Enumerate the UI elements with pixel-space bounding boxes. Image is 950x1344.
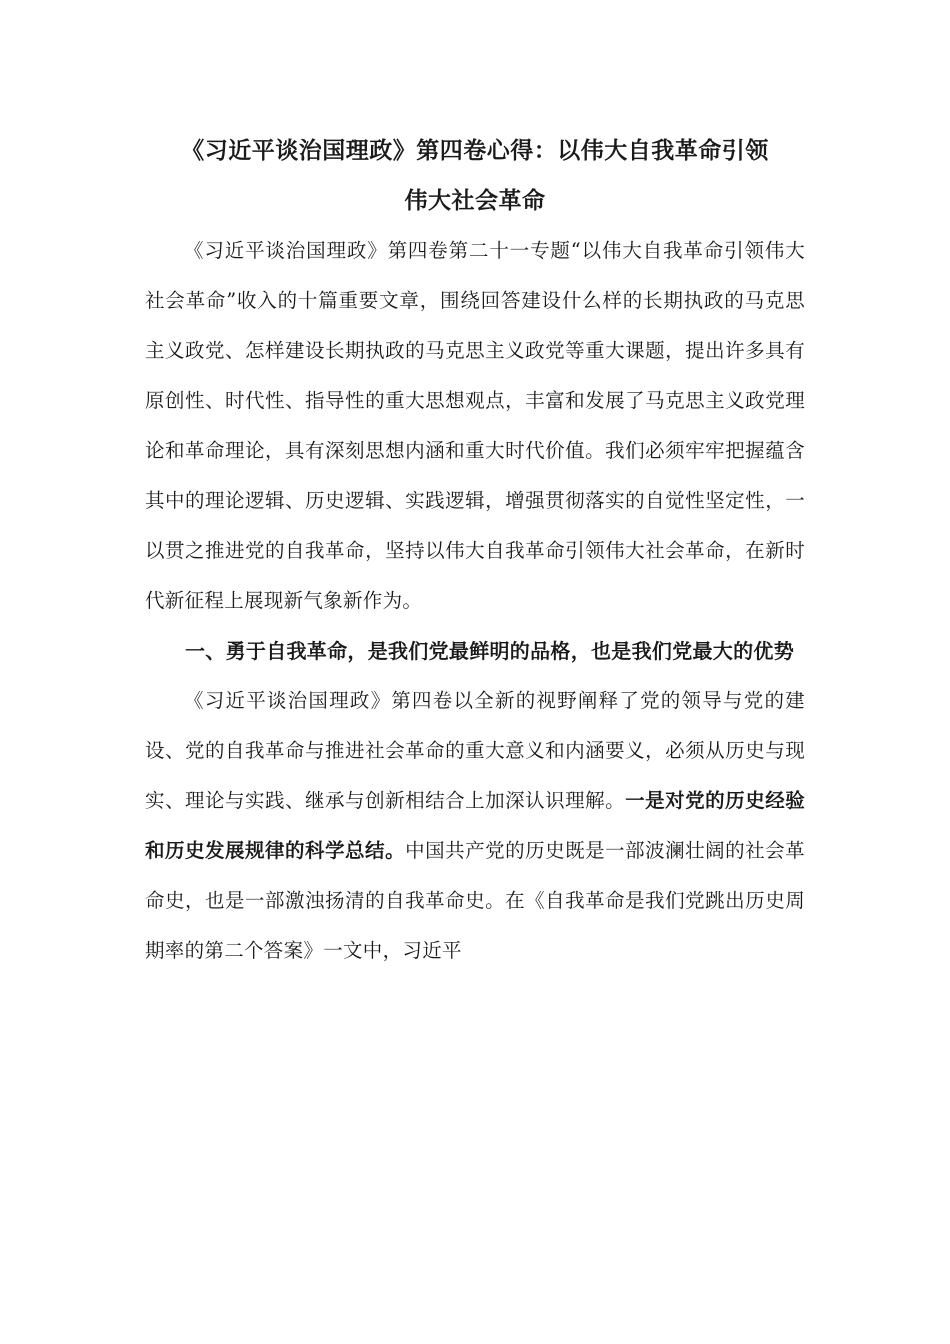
document-title bbox=[145, 126, 805, 226]
intro-paragraph: 《习近平谈治国理政》第四卷第二十一专题“以伟大自我革命引领伟大社会革命”收入的十篇重要文章，围绕回答建设什么样的长期执政的马克思主义政党、怎样建设长期执政的马克思主义政党等重大课题，提出许多具有原创性、时代性、指导性的重大思想观点，丰富和发展了马克思主义政党理论和革命理论，具有深刻思想内涵和重大时代价值。我们必须牢牢把握蕴含其中的理论逻辑、历史逻辑、实践逻辑，增强贯彻落实的自觉性坚定性，一以贯之推进党的自我革命，坚持以伟大自我革命引领伟大社会革命，在新时代新征程上展现新气象新作为。 bbox=[145, 239, 805, 612]
document-body bbox=[145, 126, 805, 976]
section-1-bold-point: 一是对党的历史经验和历史发展规律的科学总结。 bbox=[145, 789, 806, 862]
section-1-text-end: 中国共产党的历史既是一部波澜壮阔的社会革命史，也是一部激浊扬清的自我革命史。在《自我革命是我们党跳出历史周期率的第二个答案》一文中，习近平 bbox=[145, 839, 805, 962]
section-1-paragraph bbox=[145, 676, 805, 976]
title-line-2: 伟大社会革命 bbox=[404, 188, 546, 214]
title-line-1: 《习近平谈治国理政》第四卷心得：以伟大自我革命引领 bbox=[181, 138, 769, 164]
section-1-heading: 一、勇于自我革命，是我们党最鲜明的品格，也是我们党最大的优势 bbox=[185, 639, 794, 663]
section-1-text-start: 《习近平谈治国理政》第四卷以全新的视野阐释了党的领导与党的建设、党的自我革命与推进社会革命的重大意义和内涵要义，必须从历史与现实、理论与实践、继承与创新相结合上加深认识理解。 bbox=[145, 689, 805, 812]
